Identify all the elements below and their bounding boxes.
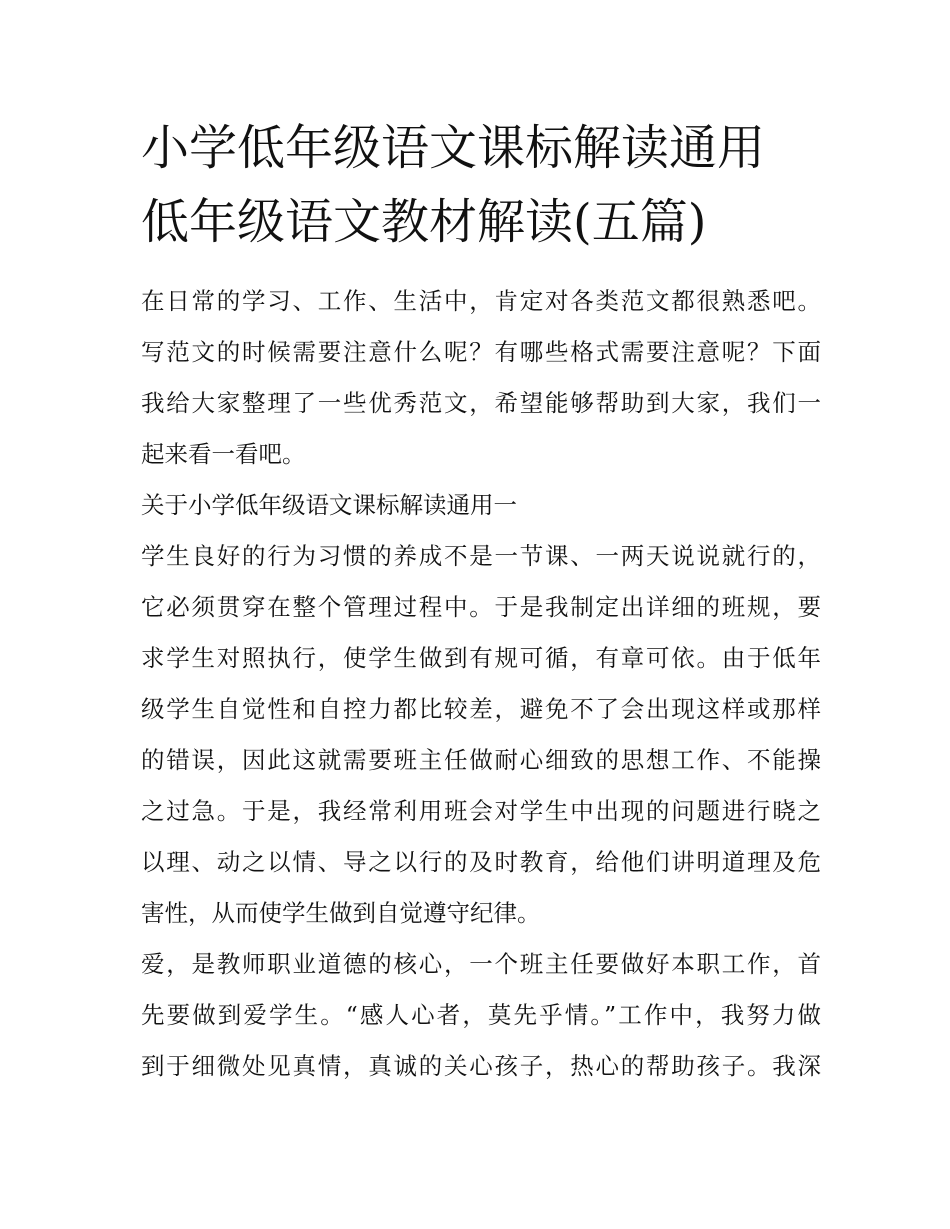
paragraph-line: 害性，从而使学生做到自觉遵守纪律。 (141, 899, 541, 927)
paragraph-line: 它必须贯穿在整个管理过程中。于是我制定出详细的班规，要 (141, 593, 821, 621)
section-heading: 关于小学低年级语文课标解读通用一 (141, 491, 517, 519)
intro-line-3: 我给大家整理了一些优秀范文，希望能够帮助到大家，我们一 (141, 389, 821, 417)
document-title-line-2: 低年级语文教材解读(五篇) (141, 194, 707, 250)
paragraph-line: 之过急。于是，我经常利用班会对学生中出现的问题进行晓之 (141, 797, 821, 825)
paragraph-line: 学生良好的行为习惯的养成不是一节课、一两天说说就行的， (141, 542, 821, 570)
intro-line-4: 起来看一看吧。 (141, 440, 306, 468)
paragraph-line: 到于细微处见真情，真诚的关心孩子，热心的帮助孩子。我深 (141, 1052, 821, 1080)
paragraph-line: 爱，是教师职业道德的核心，一个班主任要做好本职工作，首 (141, 950, 821, 978)
intro-line-2: 写范文的时候需要注意什么呢？有哪些格式需要注意呢？下面 (141, 338, 821, 366)
paragraph-line: 的错误，因此这就需要班主任做耐心细致的思想工作、不能操 (141, 746, 821, 774)
paragraph-line: 求学生对照执行，使学生做到有规可循，有章可依。由于低年 (141, 644, 821, 672)
paragraph-line: 以理、动之以情、导之以行的及时教育，给他们讲明道理及危 (141, 848, 821, 876)
document-title-line-1: 小学低年级语文课标解读通用 (141, 120, 766, 176)
paragraph-line: 先要做到爱学生。“感人心者，莫先乎情。”工作中，我努力做 (141, 1001, 821, 1029)
intro-line-1: 在日常的学习、工作、生活中，肯定对各类范文都很熟悉吧。 (141, 287, 821, 315)
paragraph-line: 级学生自觉性和自控力都比较差，避免不了会出现这样或那样 (141, 695, 821, 723)
